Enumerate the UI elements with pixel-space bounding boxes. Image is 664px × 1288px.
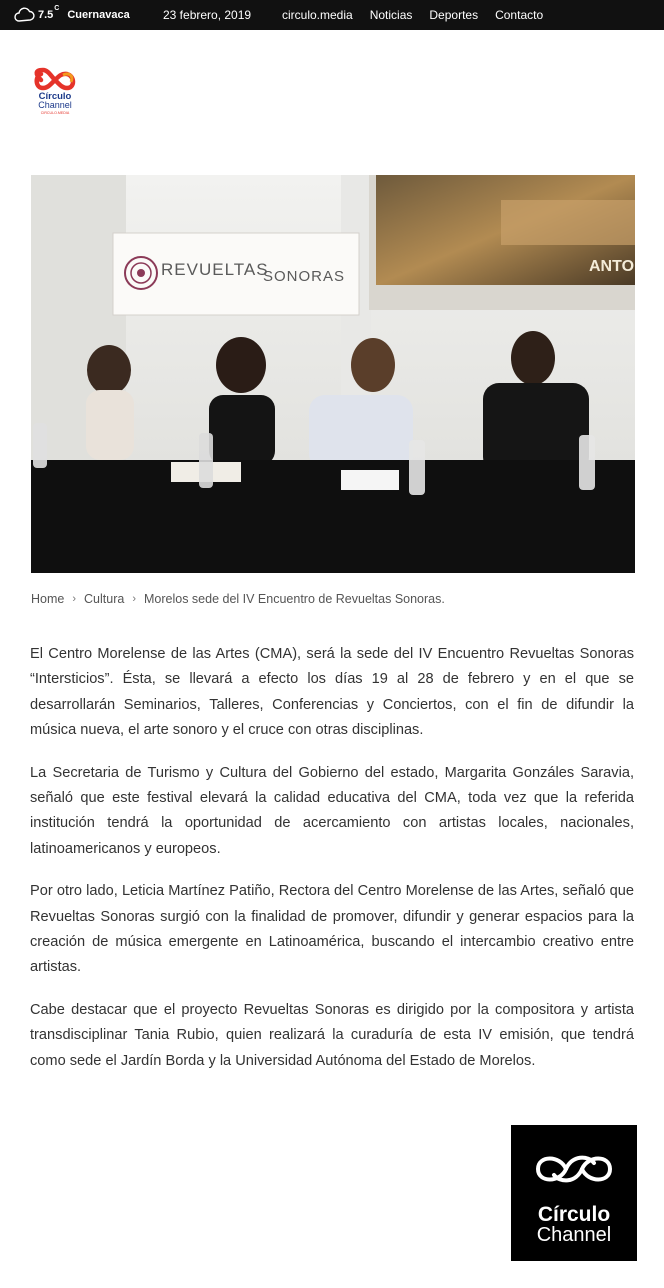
breadcrumb-current: Morelos sede del IV Encuentro de Revueltas Sonoras. bbox=[143, 592, 445, 606]
article-paragraph: Por otro lado, Leticia Martínez Patiño, Rectora del Centro Morelense de las Artes, señaló que Revueltas Sonoras surgió con la finalidad de promover, difundir y generar espacios para la creación de música emergente en Latinoamérica, buscando el intercambio creativo entre artistas. bbox=[30, 883, 634, 976]
banner-text-left: REVUELTAS bbox=[161, 260, 269, 279]
footer-logo[interactable] bbox=[511, 1125, 637, 1261]
temperature-unit: C bbox=[54, 5, 60, 12]
article-hero-image bbox=[31, 175, 635, 573]
footer-logo-text-circulo: Círculo bbox=[537, 1203, 611, 1226]
logo-text-channel: Channel bbox=[38, 100, 72, 110]
chevron-right-icon: › bbox=[132, 593, 136, 605]
weather-widget bbox=[14, 6, 130, 24]
footer-logo-text-channel: Channel bbox=[536, 1224, 612, 1246]
logo-text-url: CIRCULO.MEDIA bbox=[40, 111, 70, 115]
screen-text: ANTO bbox=[589, 258, 635, 275]
temperature: 7.5 bbox=[38, 9, 54, 21]
article-paragraph: La Secretaria de Turismo y Cultura del Gobierno del estado, Margarita Gonzáles Saravia, señaló que este festival elevará la calidad educativa del CMA, toda vez que la referida institución tendrá la oportunidad de acercamiento con artistas locales, nacionales, latinoamericanos y europeos. bbox=[30, 764, 634, 857]
article-body bbox=[30, 642, 634, 1091]
breadcrumb-home-link[interactable]: Home bbox=[31, 592, 65, 606]
cloud-icon bbox=[14, 6, 36, 24]
breadcrumb-category-link[interactable]: Cultura bbox=[84, 592, 125, 606]
site-logo[interactable] bbox=[33, 66, 77, 116]
breadcrumb bbox=[31, 592, 445, 606]
nav-link-contacto[interactable]: Contacto bbox=[495, 8, 544, 22]
nav-link-deportes[interactable]: Deportes bbox=[429, 8, 479, 22]
city-name: Cuernavaca bbox=[67, 9, 130, 21]
logo-text-circulo: Círculo bbox=[38, 91, 72, 102]
top-bar bbox=[0, 0, 664, 30]
banner-text-right: SONORAS bbox=[263, 268, 346, 285]
article-paragraph: El Centro Morelense de las Artes (CMA), será la sede del IV Encuentro Revueltas Sonoras “Intersticios”. Ésta, se llevará a efecto los días 19 al 28 de febrero y en el que se desarrollarán Seminarios, Talleres, Conferencias y Conciertos, con el fin de difundir la música nueva, el arte sonoro y el cruce con otras disciplinas. bbox=[30, 646, 634, 739]
current-date: 23 febrero, 2019 bbox=[163, 8, 252, 22]
chevron-right-icon: › bbox=[72, 593, 77, 605]
nav-link-noticias[interactable]: Noticias bbox=[369, 8, 413, 22]
top-nav bbox=[282, 8, 560, 22]
nav-link-circulo-media[interactable]: circulo.media bbox=[282, 8, 353, 22]
article-paragraph: Cabe destacar que el proyecto Revueltas Sonoras es dirigido por la compositora y artista transdisciplinar Tania Rubio, quien realizará la curaduría de esta IV emisión, que tendrá como sede el Jardín Borda y la Universidad Autónoma del Estado de Morelos. bbox=[30, 1001, 634, 1069]
